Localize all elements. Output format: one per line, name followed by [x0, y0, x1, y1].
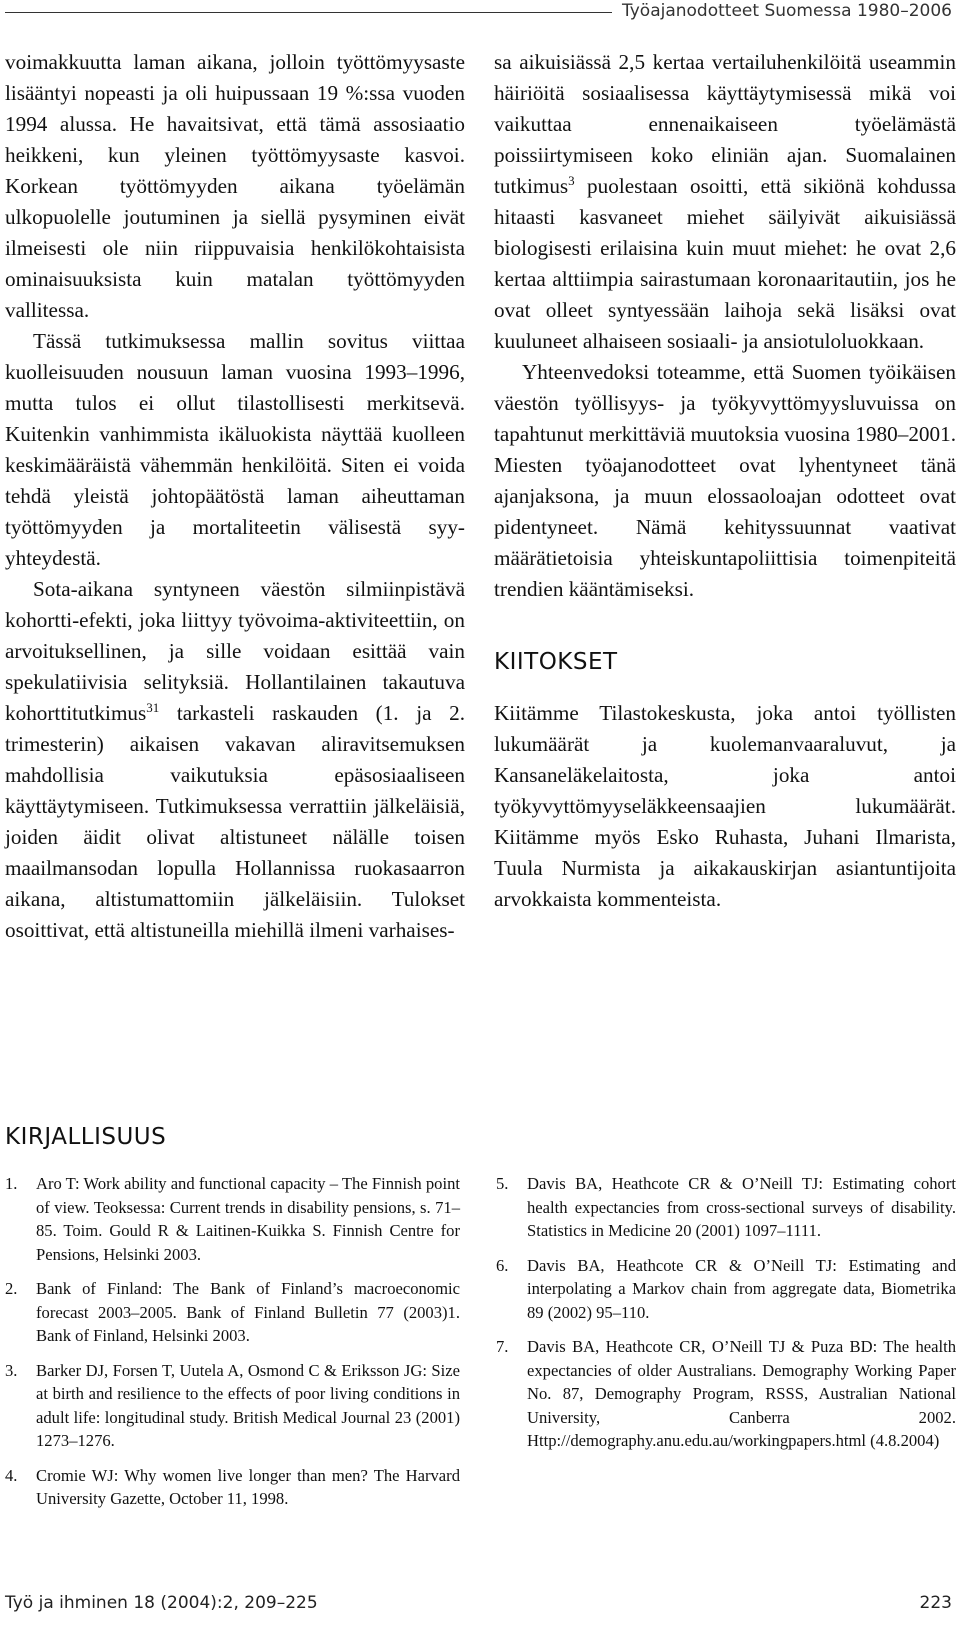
reference-number: 4.	[5, 1465, 18, 1485]
kiitokset-paragraph: Kiitämme Tilastokeskusta, joka antoi työllisten lukumäärät ja kuolemanvaaraluvut, ja Kansaneläkelaitosta, joka antoi työkyvyttömyyseläkkeensaajien lukumäärät. Kiitämme myös Esko Ruhasta, Juhani Ilmarista, Tuula Nurmista ja aikakauskirjan asiantuntijoita arvokkaista kommenteista.	[494, 701, 956, 911]
references-heading: KIRJALLISUUS	[5, 1124, 167, 1150]
paragraph-3-text-b: tarkasteli raskauden (1. ja 2. trimesterin) aikaisen vakavan aliravitsemuksen mahdollisia vaikutuksia epäsosiaaliseen käyttäytymiseen. Tutkimuksessa verrattiin jälkeläisiä, joiden äidit olivat altistuneet nälälle toisen maailmansodan lopulla Hollannissa ruokasaarron aikana, altistumattomiin jälkeläisiin. Tulokset osoittivat, että altistuneilla miehillä ilmeni varhaises-	[5, 701, 465, 942]
reference-text: Bank of Finland: The Bank of Finland’s macroeconomic forecast 2003–2005. Bank of Finland Bulletin 77 (2003)1. Bank of Finland, Helsinki 2003.	[36, 1279, 460, 1345]
paragraph-4	[494, 47, 956, 357]
reference-item	[5, 1359, 460, 1453]
footer-page-number: 223	[919, 1593, 952, 1613]
reference-text: Cromie WJ: Why women live longer than men? The Harvard University Gazette, October 11, 1998.	[36, 1465, 460, 1508]
paragraph-1: voimakkuutta laman aikana, jolloin työttömyysaste lisääntyi nopeasti ja oli huipussaan 19 %:ssa vuoden 1994 alussa. He havaitsivat, että tämä assosiaatio heikkeni, kun yleinen työttömyysaste kasvoi. Korkean työttömyyden aikana työelämän ulkopuolelle joutuminen ja siellä pysyminen eivät ilmeisesti ole niin riippuvaisia henkilökohtaisista ominaisuuksista kuin matalan työttömyyden vallitessa.	[5, 50, 465, 322]
reference-item	[5, 1464, 460, 1511]
reference-text: Barker DJ, Forsen T, Uutela A, Osmond C & Eriksson JG: Size at birth and resilience to the effects of poor living conditions in adult life: longitudinal study. British Medical Journal 23 (2001) 1273–1276.	[36, 1360, 460, 1450]
paragraph-3-text-a: Sota-aikana syntyneen väestön silmiinpistävä kohortti-efekti, joka liittyy työvoima-aktiviteettiin, on arvoituksellinen, ja sille voidaan esittää vain spekulatiivisia selityksiä. Hollantilainen takautuva kohorttitutkimus	[5, 577, 465, 725]
kiitokset-heading: KIITOKSET	[494, 649, 618, 675]
reference-number: 1.	[5, 1174, 18, 1193]
running-header	[0, 0, 952, 24]
citation-superscript-3: 3	[568, 172, 575, 188]
paragraph-4-text-a: sa aikuisiässä 2,5 kertaa vertailuhenkilöitä useammin häiriöitä sosiaalisessa käyttäytymisessä mikä voi vaikuttaa ennenaikaiseen työelämästä poissiirtymiseen koko eliniän ajan. Suomalainen tutkimus	[494, 50, 956, 198]
references-right-column	[496, 1172, 956, 1464]
reference-item	[5, 1277, 460, 1348]
references-left-column	[5, 1172, 460, 1522]
reference-text: Davis BA, Heathcote CR, O’Neill TJ & Puza BD: The health expectancies of older Australians. Demography Working Paper No. 87, Demography Program, RSSS, Australian National University, Canberra 2002. Http://demography.anu.edu.au/workingpapers.html (4.8.2004)	[527, 1337, 956, 1450]
reference-number: 5.	[496, 1174, 509, 1193]
footer-journal-citation: Työ ja ihminen 18 (2004):2, 209–225	[5, 1593, 318, 1613]
paragraph-5: Yhteenvedoksi toteamme, että Suomen työikäisen väestön työllisyys- ja työkyvyttömyysluvuissa on tapahtunut merkittäviä muutoksia vuosina 1980–2001. Miesten työajanodotteet ovat lyhentyneet tänä ajanjaksona, ja muun elossaoloajan odotteet ovat pidentyneet. Nämä kehityssuunnat vaativat määrätietoisia yhteiskuntapoliittisia toimenpiteitä trendien kääntämiseksi.	[494, 360, 956, 601]
reference-number: 2.	[5, 1279, 18, 1298]
reference-number: 7.	[496, 1337, 509, 1356]
reference-item	[496, 1254, 956, 1325]
reference-text: Davis BA, Heathcote CR & O’Neill TJ: Estimating and interpolating a Markov chain from aggregate data, Biometrika 89 (2002) 95–110.	[527, 1255, 956, 1322]
paragraph-3	[5, 574, 465, 946]
right-text-column	[494, 47, 956, 915]
left-text-column	[5, 47, 465, 946]
header-rule	[5, 12, 612, 13]
reference-number: 6.	[496, 1255, 509, 1275]
reference-item	[496, 1172, 956, 1243]
reference-item	[496, 1335, 956, 1453]
paragraph-4-text-b: puolestaan osoitti, että sikiönä kohdussa hitaasti kasvaneet miehet säilyivät aikuisiässä biologisesti erilaisina kuin muut miehet: he ovat 2,6 kertaa alttiimpia sairastumaan koronaaritautiin, jos he ovat olleet syntyessään laihoja sekä lisäksi ovat kuuluneet alhaiseen sosiaali- ja ansiotuloluokkaan.	[494, 174, 956, 353]
reference-number: 3.	[5, 1360, 18, 1380]
paragraph-2: Tässä tutkimuksessa mallin sovitus viittaa kuolleisuuden nousuun laman vuosina 1993–1996, mutta tulos ei ollut tilastollisesti merkitsevä. Kuitenkin vanhimmista ikäluokista näyttää kuolleen keskimääräistä vähemmän henkilöitä. Siten ei voida tehdä yleistä johtopäätöstä laman aiheuttaman työttömyyden ja mortaliteetin välisestä syy-yhteydestä.	[5, 329, 465, 570]
running-header-title: Työajanodotteet Suomessa 1980–2006	[622, 1, 952, 21]
reference-item	[5, 1172, 460, 1266]
citation-superscript-31: 31	[146, 699, 160, 715]
reference-text: Davis BA, Heathcote CR & O’Neill TJ: Estimating cohort health expectancies from cross-sectional surveys of disability. Statistics in Medicine 20 (2001) 1097–1111.	[527, 1174, 956, 1240]
reference-text: Aro T: Work ability and functional capacity – The Finnish point of view. Teoksessa: Current trends in disability pensions, s. 71–85. Toim. Gould R & Laitinen-Kuikka S. Finnish Centre for Pensions, Helsinki 2003.	[36, 1174, 460, 1264]
